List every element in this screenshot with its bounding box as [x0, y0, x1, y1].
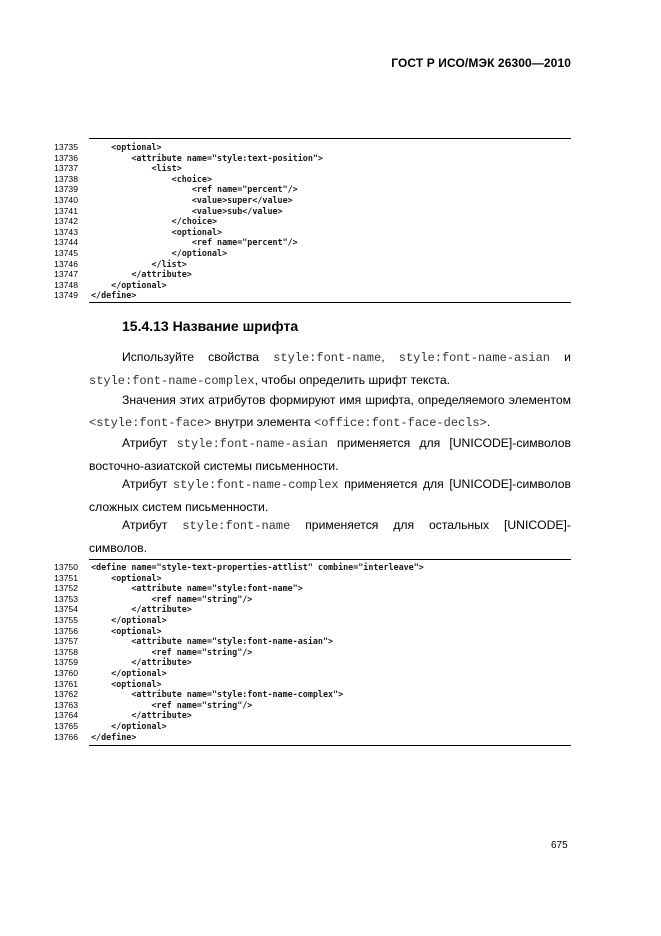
code-text: </list>	[91, 258, 187, 269]
p1-text-1: Используйте свойства	[122, 350, 274, 364]
code-line	[44, 710, 584, 721]
line-number: 13750	[54, 562, 78, 572]
code-text: <optional>	[91, 142, 162, 152]
line-number: 13764	[54, 710, 78, 721]
line-number: 13757	[54, 636, 78, 647]
code-text: </define>	[91, 731, 137, 742]
code-block-1-top-rule	[89, 138, 571, 139]
code-line	[44, 679, 584, 690]
p2-text-1: Значения этих атрибутов формируют имя шрифта, определяемого элементом	[122, 393, 571, 407]
line-number: 13741	[54, 205, 78, 216]
code-line	[44, 626, 584, 637]
code-text: <attribute name="style:text-position">	[91, 152, 323, 163]
line-number: 13756	[54, 625, 78, 636]
line-number: 13760	[54, 667, 78, 678]
p4-code-1: style:font-name-complex	[172, 478, 339, 492]
line-number: 13759	[54, 657, 78, 668]
code-text: <attribute name="style:font-name-complex">	[91, 689, 344, 700]
code-text: </optional>	[91, 279, 167, 290]
code-text: </choice>	[91, 216, 218, 227]
p1-text-4: , чтобы определить шрифт текста.	[254, 373, 450, 387]
paragraph-5	[89, 514, 571, 559]
code-line	[44, 583, 584, 594]
paragraph-3	[89, 432, 571, 477]
line-number: 13738	[54, 173, 78, 184]
code-block-1	[44, 142, 584, 301]
p2-text-3: .	[486, 415, 491, 429]
line-number: 13748	[54, 279, 78, 290]
line-number: 13740	[54, 194, 78, 205]
code-line	[44, 562, 584, 573]
line-number: 13739	[54, 184, 78, 195]
line-number: 13737	[54, 163, 78, 174]
line-number: 13736	[54, 152, 78, 163]
code-line	[44, 259, 584, 270]
code-text: <ref name="string"/>	[91, 646, 253, 657]
paragraph-4-text	[89, 473, 571, 518]
code-text: <ref name="string"/>	[91, 593, 253, 604]
code-line	[44, 290, 584, 301]
code-text: </attribute>	[91, 604, 192, 615]
code-text: <ref name="string"/>	[91, 699, 253, 710]
code-text: <optional>	[91, 572, 162, 583]
code-text: </optional>	[91, 667, 167, 678]
code-text: </optional>	[91, 720, 167, 731]
code-line	[44, 647, 584, 658]
code-line	[44, 700, 584, 711]
line-number: 13743	[54, 226, 78, 237]
line-number: 13765	[54, 720, 78, 731]
line-number: 13758	[54, 646, 78, 657]
code-text: </attribute>	[91, 710, 192, 721]
code-line	[44, 174, 584, 185]
line-number: 13744	[54, 237, 78, 248]
code-line	[44, 248, 584, 259]
code-text: <optional>	[91, 625, 162, 636]
code-text: <value>sub</value>	[91, 205, 283, 216]
code-line	[44, 668, 584, 679]
p5-code-1: style:font-name	[182, 519, 291, 533]
line-number: 13761	[54, 678, 78, 689]
line-number: 13752	[54, 583, 78, 594]
code-line	[44, 206, 584, 217]
line-number: 13754	[54, 604, 78, 615]
paragraph-2	[89, 389, 571, 434]
p1-text-3: и	[550, 350, 571, 364]
line-number: 13762	[54, 689, 78, 700]
code-line	[44, 689, 584, 700]
p2-text-2: внутри элемента	[211, 415, 314, 429]
code-line	[44, 227, 584, 238]
code-text: </define>	[91, 290, 137, 301]
code-text: </attribute>	[91, 269, 192, 280]
line-number: 13735	[54, 142, 78, 152]
p2-code-1: <style:font-face>	[89, 416, 212, 430]
code-text: <optional>	[91, 678, 162, 689]
p2-code-2: <office:font-face-decls>	[314, 416, 487, 430]
line-number: 13746	[54, 258, 78, 269]
code-text: <ref name="percent"/>	[91, 184, 298, 195]
line-number: 13751	[54, 572, 78, 583]
code-line	[44, 269, 584, 280]
line-number: 13763	[54, 699, 78, 710]
line-number: 13749	[54, 290, 78, 301]
line-number: 13755	[54, 614, 78, 625]
code-text: <define name="style-text-properties-attlist" combine="interleave">	[91, 562, 424, 572]
line-number: 13745	[54, 247, 78, 258]
code-line	[44, 237, 584, 248]
code-line	[44, 721, 584, 732]
code-text: <choice>	[91, 173, 213, 184]
p5-text-1: Атрибут	[122, 518, 183, 532]
code-text: <optional>	[91, 226, 223, 237]
p5-text-2: применяется для остальных [UNICODE]-символов.	[89, 518, 571, 555]
code-block-2-top-rule	[89, 559, 571, 560]
code-text: <attribute name="style:font-name">	[91, 583, 303, 594]
code-line	[44, 142, 584, 153]
p3-code-1: style:font-name-asian	[176, 437, 328, 451]
code-line	[44, 732, 584, 743]
paragraph-2-text	[89, 389, 571, 434]
code-line	[44, 636, 584, 647]
code-line	[44, 216, 584, 227]
code-line	[44, 604, 584, 615]
line-number: 13766	[54, 731, 78, 742]
code-line	[44, 615, 584, 626]
code-line	[44, 280, 584, 291]
paragraph-5-text	[89, 514, 571, 559]
line-number: 13753	[54, 593, 78, 604]
code-line	[44, 184, 584, 195]
code-line	[44, 594, 584, 605]
p1-code-1: style:font-name	[273, 351, 382, 365]
code-line	[44, 657, 584, 668]
p4-text-1: Атрибут	[122, 477, 173, 491]
section-title: 15.4.13 Название шрифта	[122, 318, 299, 334]
p4-text-2: применяется для [UNICODE]-символов сложных систем письменности.	[89, 477, 571, 514]
code-text: <ref name="percent"/>	[91, 237, 298, 248]
line-number: 13747	[54, 269, 78, 280]
code-line	[44, 195, 584, 206]
paragraph-3-text	[89, 432, 571, 477]
p3-text-1: Атрибут	[122, 436, 177, 450]
paragraph-1	[89, 346, 571, 392]
paragraph-1-text	[89, 346, 571, 369]
code-text: <attribute name="style:font-name-asian">	[91, 636, 334, 647]
code-line	[44, 153, 584, 164]
code-block-2	[44, 562, 584, 742]
p1-text-2: ,	[381, 350, 399, 364]
code-text: </optional>	[91, 247, 228, 258]
p1-code-2: style:font-name-asian	[398, 351, 550, 365]
code-block-1-bottom-rule	[89, 302, 571, 303]
code-text: <list>	[91, 163, 182, 174]
code-text: <value>super</value>	[91, 194, 293, 205]
p3-text-2: применяется для [UNICODE]-символов восточно-азиатской системы письменности.	[89, 436, 571, 473]
paragraph-4	[89, 473, 571, 518]
code-line	[44, 163, 584, 174]
code-block-2-bottom-rule	[89, 745, 571, 746]
code-text: </optional>	[91, 614, 167, 625]
p1-code-3: style:font-name-complex	[89, 374, 255, 388]
page-number: 675	[551, 840, 568, 851]
line-number: 13742	[54, 216, 78, 227]
code-text: </attribute>	[91, 657, 192, 668]
document-header: ГОСТ Р ИСО/МЭК 26300—2010	[391, 56, 571, 70]
code-line	[44, 573, 584, 584]
